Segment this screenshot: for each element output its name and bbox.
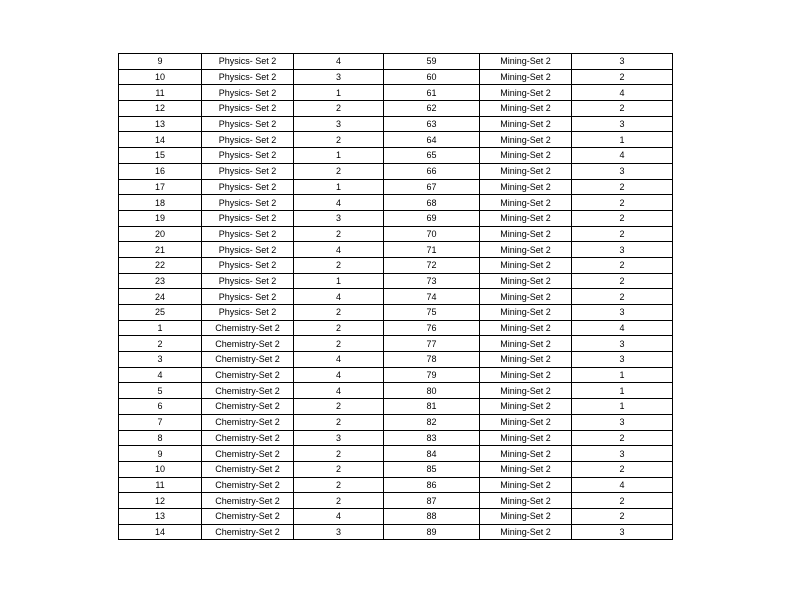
answer-cell: 1 (572, 399, 673, 415)
subject-set-cell: Physics- Set 2 (202, 305, 294, 321)
table-row (119, 508, 673, 524)
subject-set-cell: Mining-Set 2 (480, 148, 572, 164)
answer-cell: 2 (294, 257, 384, 273)
answer-cell: 4 (294, 54, 384, 70)
subject-set-cell: Physics- Set 2 (202, 148, 294, 164)
table-row (119, 54, 673, 70)
answer-cell: 3 (294, 430, 384, 446)
answer-cell: 4 (572, 477, 673, 493)
question-number-cell: 14 (119, 132, 202, 148)
answer-key-table (118, 53, 673, 540)
answer-cell: 4 (572, 148, 673, 164)
subject-set-cell: Mining-Set 2 (480, 320, 572, 336)
answer-cell: 2 (294, 414, 384, 430)
answer-cell: 3 (294, 116, 384, 132)
subject-set-cell: Mining-Set 2 (480, 524, 572, 540)
subject-set-cell: Mining-Set 2 (480, 195, 572, 211)
answer-cell: 2 (572, 289, 673, 305)
answer-cell: 4 (294, 195, 384, 211)
answer-cell: 2 (294, 336, 384, 352)
answer-cell: 4 (294, 508, 384, 524)
subject-set-cell: Mining-Set 2 (480, 163, 572, 179)
answer-cell: 1 (294, 179, 384, 195)
question-number-cell: 75 (384, 305, 480, 321)
subject-set-cell: Physics- Set 2 (202, 132, 294, 148)
subject-set-cell: Mining-Set 2 (480, 336, 572, 352)
subject-set-cell: Physics- Set 2 (202, 226, 294, 242)
question-number-cell: 72 (384, 257, 480, 273)
question-number-cell: 79 (384, 367, 480, 383)
question-number-cell: 12 (119, 493, 202, 509)
answer-cell: 2 (294, 493, 384, 509)
table-row (119, 85, 673, 101)
answer-cell: 1 (572, 383, 673, 399)
answer-cell: 3 (294, 210, 384, 226)
question-number-cell: 18 (119, 195, 202, 211)
answer-cell: 2 (294, 461, 384, 477)
question-number-cell: 60 (384, 69, 480, 85)
answer-cell: 3 (572, 414, 673, 430)
answer-cell: 2 (294, 226, 384, 242)
table-row (119, 399, 673, 415)
table-row (119, 352, 673, 368)
question-number-cell: 77 (384, 336, 480, 352)
answer-cell: 3 (572, 163, 673, 179)
subject-set-cell: Mining-Set 2 (480, 101, 572, 117)
table-row (119, 69, 673, 85)
answer-cell: 2 (572, 273, 673, 289)
subject-set-cell: Chemistry-Set 2 (202, 493, 294, 509)
question-number-cell: 13 (119, 508, 202, 524)
answer-cell: 4 (294, 352, 384, 368)
table-row (119, 305, 673, 321)
question-number-cell: 88 (384, 508, 480, 524)
table-row (119, 477, 673, 493)
answer-cell: 2 (572, 69, 673, 85)
question-number-cell: 89 (384, 524, 480, 540)
question-number-cell: 86 (384, 477, 480, 493)
table-row (119, 430, 673, 446)
subject-set-cell: Chemistry-Set 2 (202, 320, 294, 336)
question-number-cell: 20 (119, 226, 202, 242)
answer-cell: 3 (572, 242, 673, 258)
table-row (119, 116, 673, 132)
table-row (119, 273, 673, 289)
answer-cell: 2 (572, 101, 673, 117)
answer-cell: 2 (294, 305, 384, 321)
subject-set-cell: Mining-Set 2 (480, 85, 572, 101)
answer-cell: 3 (572, 116, 673, 132)
question-number-cell: 62 (384, 101, 480, 117)
answer-cell: 3 (294, 69, 384, 85)
answer-cell: 2 (294, 477, 384, 493)
question-number-cell: 65 (384, 148, 480, 164)
subject-set-cell: Chemistry-Set 2 (202, 414, 294, 430)
table-row (119, 446, 673, 462)
table-row (119, 148, 673, 164)
subject-set-cell: Mining-Set 2 (480, 242, 572, 258)
question-number-cell: 1 (119, 320, 202, 336)
subject-set-cell: Mining-Set 2 (480, 399, 572, 415)
question-number-cell: 9 (119, 446, 202, 462)
question-number-cell: 83 (384, 430, 480, 446)
subject-set-cell: Mining-Set 2 (480, 477, 572, 493)
question-number-cell: 11 (119, 477, 202, 493)
table-row (119, 179, 673, 195)
answer-cell: 2 (294, 320, 384, 336)
question-number-cell: 6 (119, 399, 202, 415)
answer-cell: 1 (294, 148, 384, 164)
subject-set-cell: Mining-Set 2 (480, 508, 572, 524)
table-row (119, 289, 673, 305)
table-row (119, 461, 673, 477)
table-row (119, 336, 673, 352)
subject-set-cell: Chemistry-Set 2 (202, 508, 294, 524)
answer-cell: 3 (572, 352, 673, 368)
question-number-cell: 14 (119, 524, 202, 540)
subject-set-cell: Chemistry-Set 2 (202, 446, 294, 462)
answer-cell: 4 (294, 383, 384, 399)
subject-set-cell: Physics- Set 2 (202, 242, 294, 258)
subject-set-cell: Chemistry-Set 2 (202, 524, 294, 540)
question-number-cell: 69 (384, 210, 480, 226)
subject-set-cell: Chemistry-Set 2 (202, 383, 294, 399)
answer-cell: 4 (572, 85, 673, 101)
question-number-cell: 81 (384, 399, 480, 415)
subject-set-cell: Mining-Set 2 (480, 446, 572, 462)
answer-cell: 2 (294, 399, 384, 415)
question-number-cell: 13 (119, 116, 202, 132)
question-number-cell: 16 (119, 163, 202, 179)
subject-set-cell: Mining-Set 2 (480, 414, 572, 430)
question-number-cell: 12 (119, 101, 202, 117)
question-number-cell: 22 (119, 257, 202, 273)
table-row (119, 320, 673, 336)
subject-set-cell: Physics- Set 2 (202, 273, 294, 289)
question-number-cell: 3 (119, 352, 202, 368)
subject-set-cell: Chemistry-Set 2 (202, 430, 294, 446)
question-number-cell: 17 (119, 179, 202, 195)
subject-set-cell: Mining-Set 2 (480, 210, 572, 226)
subject-set-cell: Physics- Set 2 (202, 85, 294, 101)
subject-set-cell: Mining-Set 2 (480, 305, 572, 321)
question-number-cell: 19 (119, 210, 202, 226)
question-number-cell: 87 (384, 493, 480, 509)
question-number-cell: 61 (384, 85, 480, 101)
question-number-cell: 24 (119, 289, 202, 305)
question-number-cell: 74 (384, 289, 480, 305)
answer-cell: 3 (572, 446, 673, 462)
table-row (119, 257, 673, 273)
answer-cell: 4 (572, 320, 673, 336)
answer-cell: 2 (572, 493, 673, 509)
question-number-cell: 78 (384, 352, 480, 368)
subject-set-cell: Mining-Set 2 (480, 69, 572, 85)
subject-set-cell: Chemistry-Set 2 (202, 399, 294, 415)
question-number-cell: 8 (119, 430, 202, 446)
subject-set-cell: Mining-Set 2 (480, 54, 572, 70)
subject-set-cell: Mining-Set 2 (480, 430, 572, 446)
subject-set-cell: Mining-Set 2 (480, 226, 572, 242)
table-row (119, 210, 673, 226)
answer-cell: 2 (572, 257, 673, 273)
subject-set-cell: Physics- Set 2 (202, 179, 294, 195)
question-number-cell: 4 (119, 367, 202, 383)
answer-cell: 4 (294, 289, 384, 305)
answer-cell: 2 (572, 430, 673, 446)
subject-set-cell: Physics- Set 2 (202, 210, 294, 226)
answer-cell: 3 (572, 524, 673, 540)
question-number-cell: 70 (384, 226, 480, 242)
subject-set-cell: Chemistry-Set 2 (202, 352, 294, 368)
table-row (119, 367, 673, 383)
answer-cell: 4 (294, 367, 384, 383)
question-number-cell: 68 (384, 195, 480, 211)
table-row (119, 226, 673, 242)
question-number-cell: 10 (119, 69, 202, 85)
question-number-cell: 63 (384, 116, 480, 132)
answer-cell: 2 (294, 446, 384, 462)
question-number-cell: 84 (384, 446, 480, 462)
answer-cell: 2 (572, 195, 673, 211)
question-number-cell: 7 (119, 414, 202, 430)
table-row (119, 493, 673, 509)
question-number-cell: 11 (119, 85, 202, 101)
subject-set-cell: Chemistry-Set 2 (202, 461, 294, 477)
subject-set-cell: Physics- Set 2 (202, 195, 294, 211)
answer-cell: 3 (572, 336, 673, 352)
question-number-cell: 59 (384, 54, 480, 70)
question-number-cell: 85 (384, 461, 480, 477)
subject-set-cell: Mining-Set 2 (480, 179, 572, 195)
question-number-cell: 15 (119, 148, 202, 164)
table-body (119, 54, 673, 540)
answer-cell: 2 (572, 461, 673, 477)
question-number-cell: 82 (384, 414, 480, 430)
answer-cell: 1 (572, 367, 673, 383)
subject-set-cell: Mining-Set 2 (480, 383, 572, 399)
table-row (119, 101, 673, 117)
question-number-cell: 64 (384, 132, 480, 148)
subject-set-cell: Physics- Set 2 (202, 116, 294, 132)
subject-set-cell: Physics- Set 2 (202, 101, 294, 117)
question-number-cell: 71 (384, 242, 480, 258)
subject-set-cell: Mining-Set 2 (480, 367, 572, 383)
answer-cell: 2 (572, 226, 673, 242)
subject-set-cell: Chemistry-Set 2 (202, 336, 294, 352)
answer-cell: 2 (294, 101, 384, 117)
table-row (119, 383, 673, 399)
subject-set-cell: Mining-Set 2 (480, 273, 572, 289)
question-number-cell: 23 (119, 273, 202, 289)
question-number-cell: 80 (384, 383, 480, 399)
subject-set-cell: Mining-Set 2 (480, 461, 572, 477)
answer-cell: 1 (294, 273, 384, 289)
subject-set-cell: Physics- Set 2 (202, 54, 294, 70)
answer-cell: 2 (572, 210, 673, 226)
answer-cell: 2 (294, 163, 384, 179)
table-row (119, 163, 673, 179)
subject-set-cell: Physics- Set 2 (202, 257, 294, 273)
table-row (119, 132, 673, 148)
subject-set-cell: Mining-Set 2 (480, 116, 572, 132)
question-number-cell: 73 (384, 273, 480, 289)
answer-cell: 2 (294, 132, 384, 148)
answer-cell: 2 (572, 508, 673, 524)
question-number-cell: 21 (119, 242, 202, 258)
answer-cell: 3 (294, 524, 384, 540)
question-number-cell: 10 (119, 461, 202, 477)
question-number-cell: 25 (119, 305, 202, 321)
table-row (119, 195, 673, 211)
subject-set-cell: Chemistry-Set 2 (202, 477, 294, 493)
answer-cell: 1 (294, 85, 384, 101)
answer-cell: 3 (572, 305, 673, 321)
subject-set-cell: Mining-Set 2 (480, 257, 572, 273)
question-number-cell: 9 (119, 54, 202, 70)
subject-set-cell: Mining-Set 2 (480, 132, 572, 148)
question-number-cell: 67 (384, 179, 480, 195)
answer-cell: 1 (572, 132, 673, 148)
table-row (119, 524, 673, 540)
answer-cell: 2 (572, 179, 673, 195)
table-row (119, 414, 673, 430)
subject-set-cell: Physics- Set 2 (202, 289, 294, 305)
answer-cell: 3 (572, 54, 673, 70)
subject-set-cell: Mining-Set 2 (480, 352, 572, 368)
subject-set-cell: Chemistry-Set 2 (202, 367, 294, 383)
question-number-cell: 5 (119, 383, 202, 399)
subject-set-cell: Mining-Set 2 (480, 493, 572, 509)
question-number-cell: 2 (119, 336, 202, 352)
question-number-cell: 76 (384, 320, 480, 336)
table-row (119, 242, 673, 258)
answer-cell: 4 (294, 242, 384, 258)
subject-set-cell: Physics- Set 2 (202, 69, 294, 85)
question-number-cell: 66 (384, 163, 480, 179)
subject-set-cell: Physics- Set 2 (202, 163, 294, 179)
subject-set-cell: Mining-Set 2 (480, 289, 572, 305)
